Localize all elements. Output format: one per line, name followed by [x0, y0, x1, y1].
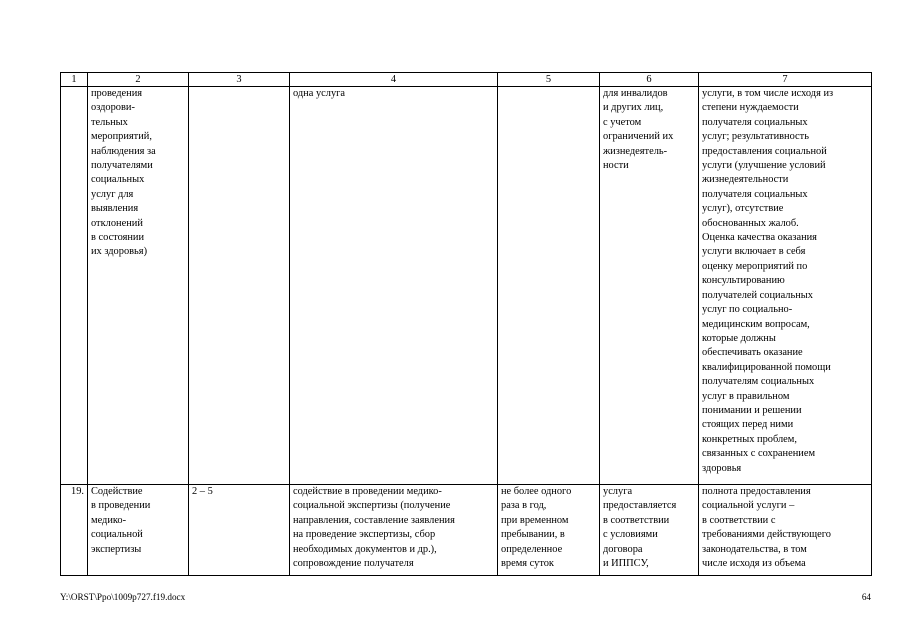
volume-cell: одна услуга [290, 87, 498, 485]
column-number-header: 2 [88, 73, 189, 87]
services-table [60, 72, 872, 576]
table-row [61, 485, 872, 576]
frequency-cell [498, 87, 600, 485]
column-number-header: 7 [699, 73, 872, 87]
column-number-header: 3 [189, 73, 290, 87]
row-number-cell: 19. [61, 485, 88, 576]
period-cell: 2 – 5 [189, 485, 290, 576]
footer-file-path: Y:\ORST\Ppo\1009p727.f19.docx [60, 592, 186, 602]
table-row [61, 87, 872, 485]
service-name-cell: Содействие в проведении медико- социальной экспертизы [88, 485, 189, 576]
frequency-cell: не более одного раза в год, при временном пребывании, в определенное время суток [498, 485, 600, 576]
table-header-row [61, 73, 872, 87]
page-number: 64 [861, 592, 871, 602]
conditions-cell: для инвалидов и других лиц, с учетом ограничений их жизнедеятель- ности [600, 87, 699, 485]
volume-cell: содействие в проведении медико- социальной экспертизы (получение направления, составление заявления на проведение экспертизы, сбор необходимых документов и др.), сопровождение получателя [290, 485, 498, 576]
column-number-header: 1 [61, 73, 88, 87]
conditions-cell: услуга предоставляется в соответствии с условиями договора и ИППСУ, [600, 485, 699, 576]
service-name-cell: проведения оздорови- тельных мероприятий, наблюдения за получателями социальных услуг для выявления отклонений в состоянии их здоровья) [88, 87, 189, 485]
row-number-cell [61, 87, 88, 485]
quality-cell: услуги, в том числе исходя из степени нуждаемости получателя социальных услуг; результативность предоставления социальной услуги (улучшение условий жизнедеятельности получателя социальных услуг), отсутствие обоснованных жалоб. Оценка качества оказания услуги включает в себя оценку мероприятий по консультированию получателей социальных услуг по социально- медицинским вопросам, которые должны обеспечивать оказание квалифицированной помощи получателям социальных услуг в правильном понимании и решении стоящих перед ними конкретных проблем, связанных с сохранением здоровья [699, 87, 872, 485]
quality-cell: полнота предоставления социальной услуги – в соответствии с требованиями действующего законодательства, в том числе исходя из объема [699, 485, 872, 576]
period-cell [189, 87, 290, 485]
column-number-header: 4 [290, 73, 498, 87]
column-number-header: 5 [498, 73, 600, 87]
column-number-header: 6 [600, 73, 699, 87]
